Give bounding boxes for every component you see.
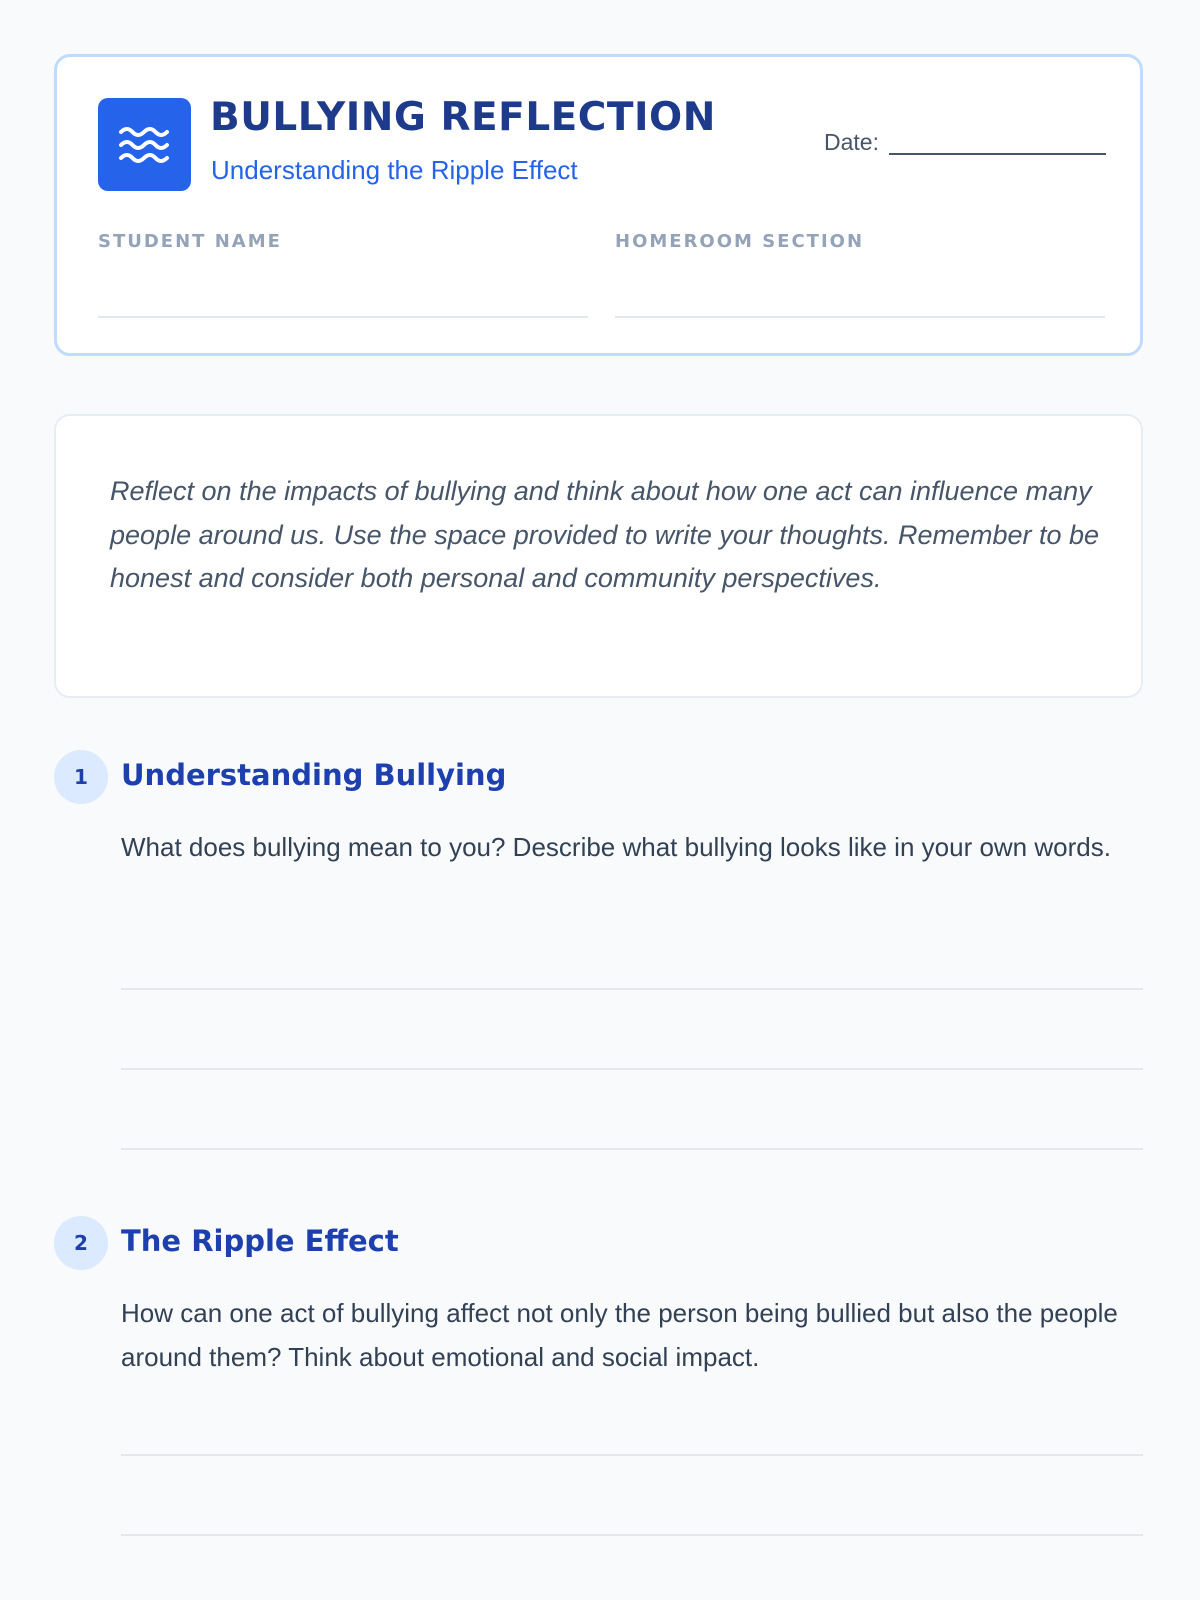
header-card [54, 54, 1143, 356]
wave-icon [118, 124, 171, 166]
question-2 [54, 1216, 1143, 1600]
answer-line[interactable] [121, 1534, 1143, 1536]
answer-line[interactable] [121, 1454, 1143, 1456]
answer-line[interactable] [121, 1068, 1143, 1070]
intro-text: Reflect on the impacts of bullying and think about how one act can influence many people around us. Use the space provided to write your thoughts. Remember to be honest and consider both personal and community perspectives. [110, 476, 1100, 593]
student-name-label: STUDENT NAME [98, 231, 282, 252]
date-label: Date: [824, 129, 879, 155]
homeroom-section-label: HOMEROOM SECTION [615, 231, 865, 252]
date-line[interactable] [889, 153, 1106, 155]
intro-card [54, 414, 1143, 698]
question-number-badge: 1 [54, 750, 108, 804]
question-title: Understanding Bullying [121, 758, 507, 792]
question-title: The Ripple Effect [121, 1224, 399, 1258]
answer-line[interactable] [121, 988, 1143, 990]
date-field[interactable] [824, 127, 1106, 161]
homeroom-section-field[interactable] [615, 316, 1105, 318]
question-prompt: What does bullying mean to you? Describe what bullying looks like in your own words. [121, 832, 1111, 862]
question-prompt: How can one act of bullying affect not only the person being bullied but also the people around them? Think about emotional and social impact. [121, 1298, 1118, 1372]
student-name-field[interactable] [98, 316, 588, 318]
answer-line[interactable] [121, 1148, 1143, 1150]
question-1 [54, 750, 1143, 1150]
worksheet-subtitle: Understanding the Ripple Effect [211, 155, 578, 185]
question-number-badge: 2 [54, 1216, 108, 1270]
worksheet-title: BULLYING REFLECTION [210, 95, 716, 140]
logo-badge [98, 98, 191, 191]
